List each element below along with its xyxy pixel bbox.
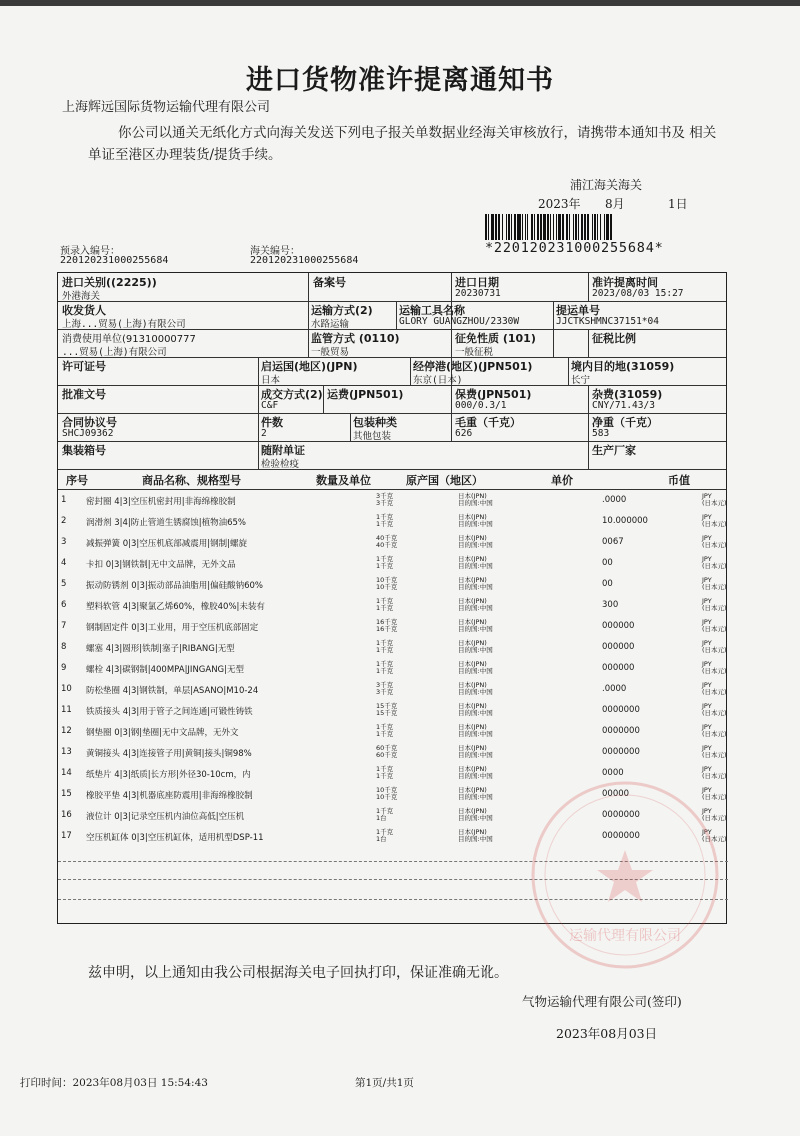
consumer-value: ...贸易(上海)有限公司 xyxy=(62,347,167,358)
row-qty: 1千克 1千克 xyxy=(376,765,394,780)
row-name: 振动防锈剂 0|3|振动部品油脂用|偏硅酸钠60% xyxy=(86,581,264,591)
gross-weight-value: 626 xyxy=(455,428,473,439)
row-origin: 日本(JPN) 目的国:中国 xyxy=(458,534,493,549)
row-qty: 1千克 1千克 xyxy=(376,597,394,612)
row-origin: 日本(JPN) 目的国:中国 xyxy=(458,555,493,570)
print-time: 打印时间：2023年08月03日 15:54:43 xyxy=(20,1077,208,1089)
row-qty: 1千克 1千克 xyxy=(376,555,394,570)
row-name: 黄铜接头 4|3|连接管子用|黄铜|接头|铜98% xyxy=(86,749,252,759)
form-line xyxy=(350,413,351,441)
levy-nature-value: 一般征税 xyxy=(455,347,494,358)
row-origin: 日本(JPN) 目的国:中国 xyxy=(458,786,493,801)
table-row xyxy=(58,680,728,701)
consignee-value: 上海...贸易(上海)有限公司 xyxy=(62,319,186,330)
form-line xyxy=(588,329,589,357)
document-title: 进口货物准许提离通知书 xyxy=(246,65,554,96)
domestic-dest-value: 长宁 xyxy=(571,375,591,386)
row-currency: JPY (日本元) xyxy=(702,597,727,612)
form-line xyxy=(410,357,411,385)
row-currency: JPY (日本元) xyxy=(702,660,727,675)
domestic-dest-label: 境内目的地(31059) xyxy=(571,360,675,373)
form-line xyxy=(58,301,726,302)
row-price: 000000 xyxy=(602,663,635,673)
contract-no-value: SHCJ09362 xyxy=(62,428,114,439)
form-line xyxy=(553,329,554,357)
row-no: 16 xyxy=(61,810,72,820)
row-origin: 日本(JPN) 目的国:中国 xyxy=(458,702,493,717)
company-name: 上海辉远国际货物运输代理有限公司 xyxy=(62,100,271,115)
row-no: 6 xyxy=(61,600,67,610)
form-line xyxy=(588,273,589,301)
row-name: 防松垫圈 4|3|钢铁制，单层|ASANO|M10-24 xyxy=(86,686,259,696)
table-row xyxy=(58,554,728,575)
signature-date: 2023年08月03日 xyxy=(556,1026,658,1041)
row-qty: 16千克 16千克 xyxy=(376,618,398,633)
container-no-label: 集装箱号 xyxy=(62,444,106,457)
row-name: 空压机缸体 0|3|空压机缸体，适用机型DSP-11 xyxy=(86,833,264,843)
row-name: 螺塞 4|3|圆形|铁制|塞子|RIBANG|无型 xyxy=(86,644,235,654)
row-qty: 10千克 10千克 xyxy=(376,576,398,591)
license-no-label: 许可证号 xyxy=(62,360,106,373)
row-name: 润滑剂 3|4|防止管道生锈腐蚀|植物油65% xyxy=(86,518,247,528)
row-price: 00 xyxy=(602,558,613,568)
row-currency: JPY (日本元) xyxy=(702,534,727,549)
row-origin: 日本(JPN) 目的国:中国 xyxy=(458,576,493,591)
row-qty: 60千克 60千克 xyxy=(376,744,398,759)
preentry-label: 预录入编号： xyxy=(60,246,120,257)
row-price: .0000 xyxy=(602,495,627,505)
row-currency: JPY (日本元) xyxy=(702,492,727,507)
form-line xyxy=(258,413,259,469)
table-row xyxy=(58,596,728,617)
freight-label: 运费(JPN501) xyxy=(327,388,404,401)
approval-no-label: 批准文号 xyxy=(62,388,106,401)
row-price: 300 xyxy=(602,600,619,610)
form-line xyxy=(258,357,259,413)
row-name: 橡胶平垫 4|3|机器底座防震用|非海绵橡胶制 xyxy=(86,791,253,801)
import-date-label: 进口日期 xyxy=(455,276,499,289)
vessel-value: GLORY GUANGZHOU/2330W xyxy=(399,316,520,327)
levy-nature-label: 征免性质 (101) xyxy=(455,332,536,345)
attached-docs-label: 随附单证 xyxy=(261,444,305,457)
row-no: 12 xyxy=(61,726,72,736)
table-row xyxy=(58,722,728,743)
transit-port-label: 经停港(地区)(JPN501) xyxy=(413,360,533,373)
col-header-qty: 数量及单位 xyxy=(316,474,371,487)
levy-ratio-label: 征税比例 xyxy=(592,332,636,345)
form-line xyxy=(58,489,726,490)
row-no: 14 xyxy=(61,768,72,778)
row-no: 3 xyxy=(61,537,67,547)
row-qty: 1千克 1台 xyxy=(376,828,394,843)
row-origin: 日本(JPN) 目的国:中国 xyxy=(458,828,493,843)
entry-port-value: 外港海关 xyxy=(62,291,101,302)
row-qty: 40千克 40千克 xyxy=(376,534,398,549)
packaging-value: 其他包装 xyxy=(353,431,392,442)
row-qty: 3千克 3千克 xyxy=(376,492,394,507)
col-header-price: 单价 xyxy=(551,474,573,487)
row-currency: JPY (日本元) xyxy=(702,555,727,570)
row-name: 铁质接头 4|3|用于管子之间连通|可锻性铸铁 xyxy=(86,707,253,717)
table-row xyxy=(58,701,728,722)
row-price: 0000000 xyxy=(602,726,640,736)
row-no: 5 xyxy=(61,579,67,589)
row-no: 8 xyxy=(61,642,67,652)
row-name: 液位计 0|3|记录空压机内油位高低|空压机 xyxy=(86,812,245,822)
row-origin: 日本(JPN) 目的国:中国 xyxy=(458,618,493,633)
row-origin: 日本(JPN) 目的国:中国 xyxy=(458,807,493,822)
row-currency: JPY (日本元) xyxy=(702,576,727,591)
origin-country-label: 启运国(地区)(JPN) xyxy=(261,360,358,373)
supervision-value: 一般贸易 xyxy=(311,347,350,358)
net-weight-label: 净重（千克） xyxy=(592,416,658,429)
row-origin: 日本(JPN) 目的国:中国 xyxy=(458,681,493,696)
row-no: 10 xyxy=(61,684,72,694)
origin-country-value: 日本 xyxy=(261,375,281,386)
row-currency: JPY (日本元) xyxy=(702,723,727,738)
table-row xyxy=(58,617,728,638)
customs-no: 220120231000255684 xyxy=(250,255,359,266)
supervision-label: 监管方式 (0110) xyxy=(311,332,400,345)
row-qty: 1千克 1台 xyxy=(376,807,394,822)
row-origin: 日本(JPN) 目的国:中国 xyxy=(458,723,493,738)
row-currency: JPY (日本元) xyxy=(702,618,727,633)
table-row xyxy=(58,491,728,512)
release-time-value: 2023/08/03 15:27 xyxy=(592,288,684,299)
row-currency: JPY (日本元) xyxy=(702,681,727,696)
row-origin: 日本(JPN) 目的国:中国 xyxy=(458,639,493,654)
insurance-value: 000/0.3/1 xyxy=(455,400,507,411)
misc-fee-label: 杂费(31059) xyxy=(592,388,663,401)
form-line xyxy=(396,301,397,329)
row-price: .0000 xyxy=(602,684,627,694)
barcode xyxy=(485,214,735,240)
row-qty: 1千克 1千克 xyxy=(376,513,394,528)
vessel-label: 运输工具名称 xyxy=(399,304,465,317)
date-year: 2023年 xyxy=(538,197,581,211)
insurance-label: 保费(JPN501) xyxy=(455,388,532,401)
table-row xyxy=(58,743,728,764)
row-no: 13 xyxy=(61,747,72,757)
deal-mode-label: 成交方式(2) xyxy=(261,388,323,401)
form-line xyxy=(451,273,452,301)
row-price: 0000000 xyxy=(602,705,640,715)
col-header-name: 商品名称、规格型号 xyxy=(142,474,241,487)
row-no: 1 xyxy=(61,495,67,505)
signature-line: 气物运输代理有限公司(签印) xyxy=(522,994,682,1009)
row-price: 10.000000 xyxy=(602,516,648,526)
row-price: 00 xyxy=(602,579,613,589)
row-origin: 日本(JPN) 目的国:中国 xyxy=(458,765,493,780)
net-weight-value: 583 xyxy=(592,428,610,439)
transit-port-value: 东京(日本) xyxy=(413,375,463,386)
misc-fee-value: CNY/71.43/3 xyxy=(592,400,655,411)
attached-docs-value: 检验检疫 xyxy=(261,459,300,470)
row-price: 0000000 xyxy=(602,831,640,841)
row-no: 4 xyxy=(61,558,67,568)
pieces-value: 2 xyxy=(261,428,267,439)
date-month: 8月 xyxy=(605,197,625,211)
gross-weight-label: 毛重（千克） xyxy=(455,416,521,429)
filing-no-label: 备案号 xyxy=(313,276,346,289)
row-qty: 1千克 1千克 xyxy=(376,639,394,654)
form-line xyxy=(553,301,554,329)
barcode-bar xyxy=(612,214,613,240)
seal-text: 运输代理有限公司 xyxy=(569,928,681,944)
row-origin: 日本(JPN) 目的国:中国 xyxy=(458,744,493,759)
table-row xyxy=(58,659,728,680)
release-time-label: 准许提离时间 xyxy=(592,276,658,289)
row-currency: JPY (日本元) xyxy=(702,639,727,654)
page-info: 第1页/共1页 xyxy=(355,1077,414,1089)
table-row xyxy=(58,533,728,554)
declaration-text: 兹申明，以上通知由我公司根据海关电子回执打印，保证准确无讹。 xyxy=(88,965,508,981)
transport-mode-value: 水路运输 xyxy=(311,319,350,330)
table-row xyxy=(58,512,728,533)
row-currency: JPY (日本元) xyxy=(702,744,727,759)
row-price: 0000000 xyxy=(602,747,640,757)
form-line xyxy=(323,385,324,413)
deal-mode-value: C&F xyxy=(261,400,279,411)
table-row xyxy=(58,575,728,596)
form-line xyxy=(58,469,726,470)
notice-body: 你公司以通关无纸化方式向海关发送下列电子报关单数据业经海关审核放行，请携带本通知书及 相关单证至港区办理装货/提货手续。 xyxy=(88,125,717,163)
row-currency: JPY (日本元) xyxy=(702,702,727,717)
row-currency: JPY (日本元) xyxy=(702,828,727,843)
date-day: 1日 xyxy=(668,197,688,211)
pieces-label: 件数 xyxy=(261,416,283,429)
row-qty: 1千克 1千克 xyxy=(376,660,394,675)
row-currency: JPY (日本元) xyxy=(702,765,727,780)
row-no: 9 xyxy=(61,663,67,673)
manufacturer-label: 生产厂家 xyxy=(592,444,636,457)
packaging-label: 包装种类 xyxy=(353,416,397,429)
row-name: 钢制固定件 0|3|工业用，用于空压机底部固定 xyxy=(86,623,259,633)
row-currency: JPY (日本元) xyxy=(702,807,727,822)
row-no: 2 xyxy=(61,516,67,526)
form-line xyxy=(568,357,569,385)
row-no: 7 xyxy=(61,621,67,631)
preentry-no: 220120231000255684 xyxy=(60,255,169,266)
row-no: 17 xyxy=(61,831,72,841)
row-price: 0067 xyxy=(602,537,624,547)
row-qty: 15千克 15千克 xyxy=(376,702,398,717)
customs-office: 浦江海关海关 xyxy=(570,178,643,192)
row-currency: JPY (日本元) xyxy=(702,513,727,528)
row-price: 000000 xyxy=(602,621,635,631)
row-price: 0000000 xyxy=(602,810,640,820)
row-currency: JPY (日本元) xyxy=(702,786,727,801)
bill-no-value: JJCTKSHMNC37151*04 xyxy=(556,316,659,327)
row-name: 钢垫圈 0|3|钢|垫圈|无中文品牌，无外文 xyxy=(86,728,239,738)
row-name: 减振弹簧 0|3|空压机底部减震用|钢制|螺旋 xyxy=(86,539,247,549)
row-qty: 1千克 1千克 xyxy=(376,723,394,738)
row-price: 0000 xyxy=(602,768,624,778)
row-name: 塑料软管 4|3|聚氯乙烯60%，橡胶40%|未装有 xyxy=(86,602,265,612)
barcode-text: *220120231000255684* xyxy=(485,240,664,256)
top-edge xyxy=(0,0,800,6)
contract-no-label: 合同协议号 xyxy=(62,416,117,429)
row-price: 00000 xyxy=(602,789,630,799)
row-origin: 日本(JPN) 目的国:中国 xyxy=(458,597,493,612)
row-origin: 日本(JPN) 目的国:中国 xyxy=(458,513,493,528)
row-origin: 日本(JPN) 目的国:中国 xyxy=(458,660,493,675)
consignee-label: 收发货人 xyxy=(62,304,106,317)
row-name: 螺栓 4|3|碳钢制|400MPA|JINGANG|无型 xyxy=(86,665,245,675)
col-header-origin: 原产国（地区） xyxy=(406,474,483,487)
row-name: 纸垫片 4|3|纸质|长方形|外径30-10cm，内 xyxy=(86,770,251,780)
entry-port-label: 进口关别((2225)) xyxy=(62,276,157,289)
row-name: 密封圈 4|3|空压机密封用|非海绵橡胶制 xyxy=(86,497,236,507)
bill-no-label: 提运单号 xyxy=(556,304,600,317)
row-qty: 10千克 10千克 xyxy=(376,786,398,801)
table-row xyxy=(58,638,728,659)
row-qty: 3千克 3千克 xyxy=(376,681,394,696)
row-no: 11 xyxy=(61,705,72,715)
col-header-total: 币值 xyxy=(668,474,690,487)
form-line xyxy=(308,273,309,357)
row-name: 卡扣 0|3|钢铁制|无中文品牌，无外文品 xyxy=(86,560,236,570)
customs-no-label: 海关编号： xyxy=(250,246,300,257)
row-no: 15 xyxy=(61,789,72,799)
col-header-no: 序号 xyxy=(66,474,88,487)
row-origin: 日本(JPN) 目的国:中国 xyxy=(458,492,493,507)
form-line xyxy=(588,385,589,441)
company-seal xyxy=(520,770,730,980)
consumer-label: 消费使用单位(91310000777 xyxy=(62,334,196,345)
row-price: 000000 xyxy=(602,642,635,652)
import-date-value: 20230731 xyxy=(455,288,501,299)
form-line xyxy=(451,385,452,441)
form-line xyxy=(588,441,589,469)
transport-mode-label: 运输方式(2) xyxy=(311,304,373,317)
